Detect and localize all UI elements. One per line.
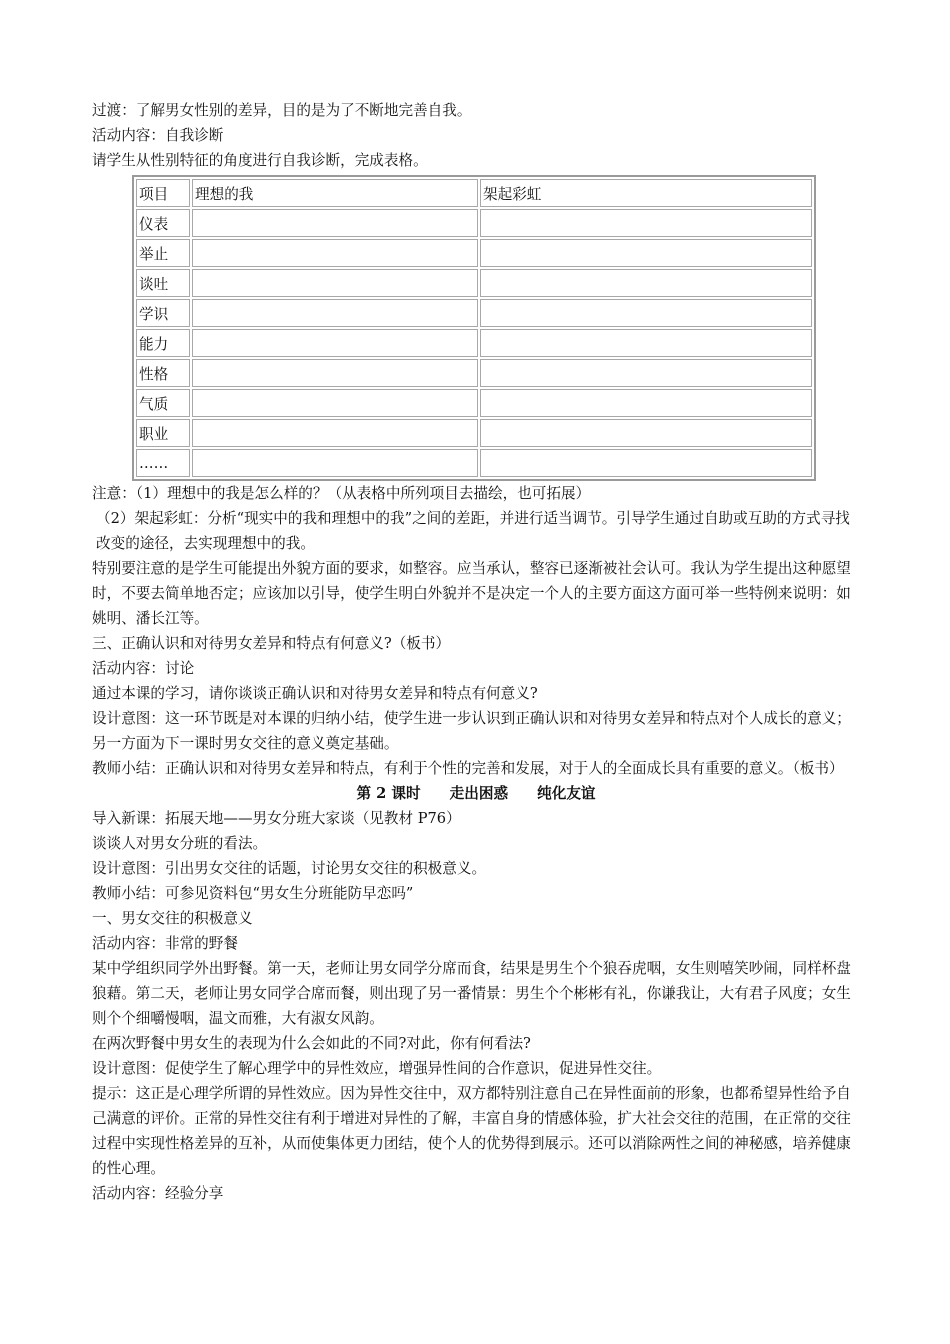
bridge-cell[interactable] [480,329,812,357]
activity-label: 活动内容：自我诊断 [92,127,224,144]
bridge-cell[interactable] [480,449,812,477]
bridge-cell[interactable] [480,359,812,387]
table-row [136,449,812,477]
bridge-cell[interactable] [480,209,812,237]
table-item-cell: 谈吐 [136,269,190,297]
table-header-row [136,179,812,207]
table-item-cell: 性格 [136,359,190,387]
bridge-cell[interactable] [480,269,812,297]
design-intent-3: 设计意图：促使学生了解心理学中的异性效应，增强异性间的合作意识，促进异性交往。 [92,1060,662,1077]
design-intent-1: 设计意图：这一环节既是对本课的归纳小结，使学生进一步认识到正确认识和对待男女差异和特点对个人成长的意义；另一方面为下一课时男女交往的意义奠定基础。 [92,710,851,752]
discussion-question: 通过本课的学习，请你谈谈正确认识和对待男女差异和特点有何意义? [92,685,538,702]
table-row [136,269,812,297]
ideal-self-cell[interactable] [192,329,478,357]
intro: 导入新课：拓展天地——男女分班大家谈（见教材 P76） [92,810,461,827]
bridge-cell[interactable] [480,299,812,327]
table-item-cell: 能力 [136,329,190,357]
picnic-story: 某中学组织同学外出野餐。第一天，老师让男女同学分席而食，结果是男生个个狼吞虎咽，女生则嘻笑吵闹，同样杯盘狼藉。第二天，老师让男女同学合席而餐，则出现了另一番情景：男生个个彬彬有礼，你谦我让，大有君子风度；女生则个个细嚼慢咽，温文而雅，大有淑女风韵。 [92,960,851,1027]
table-item-cell: 仪表 [136,209,190,237]
note-1: 注意：（1）理想中的我是怎么样的？（从表格中所列项目去描绘，也可拓展） [92,485,591,502]
lesson-title-1: 走出困惑 [449,785,509,802]
table-item-cell: 气质 [136,389,190,417]
table-item-cell: 学识 [136,299,190,327]
bridge-cell[interactable] [480,389,812,417]
activity-picnic: 活动内容：非常的野餐 [92,935,238,952]
table-item-cell: 举止 [136,239,190,267]
ideal-self-cell[interactable] [192,269,478,297]
picnic-question: 在两次野餐中男女生的表现为什么会如此的不同?对此，你有何看法? [92,1035,531,1052]
self-diagnosis-table [132,175,816,481]
activity-discussion: 活动内容：讨论 [92,660,195,677]
table-row [136,329,812,357]
section-one-title: 一、男女交往的积极意义 [92,910,253,927]
paragraph-appearance: 特别要注意的是学生可能提出外貌方面的要求，如整容。应当承认，整容已逐渐被社会认可。我认为学生提出这种愿望时，不要去简单地否定；应该加以引导，使学生明白外貌并不是决定一个人的主要方面这方面可举一些特例来说明：如姚明、潘长江等。 [92,560,851,627]
lesson-title-2: 纯化友谊 [537,785,596,802]
teacher-summary-1: 教师小结：正确认识和对待男女差异和特点，有利于个性的完善和发展，对于人的全面成长具有重要的意义。（板书） [92,760,844,777]
note-2: （2）架起彩虹：分析“现实中的我和理想中的我”之间的差距，并进行适当调节。引导学生通过自助或互助的方式寻找改变的途径，去实现理想中的我。 [96,510,850,552]
table-row [136,389,812,417]
table-row [136,419,812,447]
ideal-self-cell[interactable] [192,239,478,267]
ideal-self-cell[interactable] [192,299,478,327]
ideal-self-cell[interactable] [192,359,478,387]
document-page [92,98,860,1206]
table-row [136,359,812,387]
intro-task: 谈谈人对男女分班的看法。 [92,835,268,852]
paragraph-transition: 过渡：了解男女性别的差异，目的是为了不断地完善自我。 [92,102,472,119]
lesson-heading [92,781,860,806]
hint: 提示：这正是心理学所谓的异性效应。因为异性交往中，双方都特别注意自己在异性面前的形象，也都希望异性给予自己满意的评价。正常的异性交往有利于增进对异性的了解，丰富自身的情感体验，扩大社会交往的范围，在正常的交往过程中实现性格差异的互补，从而使集体更力团结，使个人的优势得到展示。还可以消除两性之间的神秘感，培养健康的性心理。 [92,1085,851,1177]
table-row [136,239,812,267]
activity-share: 活动内容：经验分享 [92,1185,224,1202]
bridge-cell[interactable] [480,239,812,267]
design-intent-2: 设计意图：引出男女交往的话题，讨论男女交往的积极意义。 [92,860,487,877]
bridge-cell[interactable] [480,419,812,447]
table-header-cell: 项目 [136,179,190,207]
ideal-self-cell[interactable] [192,389,478,417]
lesson-number: 第 2 课时 [356,785,421,802]
ideal-self-cell[interactable] [192,419,478,447]
table-row [136,209,812,237]
table-row [136,299,812,327]
ideal-self-cell[interactable] [192,449,478,477]
table-item-cell: …… [136,449,190,477]
table-header-cell: 架起彩虹 [480,179,812,207]
instruction: 请学生从性别特征的角度进行自我诊断，完成表格。 [92,152,428,169]
table-item-cell: 职业 [136,419,190,447]
ideal-self-cell[interactable] [192,209,478,237]
teacher-summary-2: 教师小结：可参见资料包“男女生分班能防早恋吗” [92,885,414,902]
table-header-cell: 理想的我 [192,179,478,207]
section-three-title: 三、正确认识和对待男女差异和特点有何意义?（板书） [92,635,451,652]
